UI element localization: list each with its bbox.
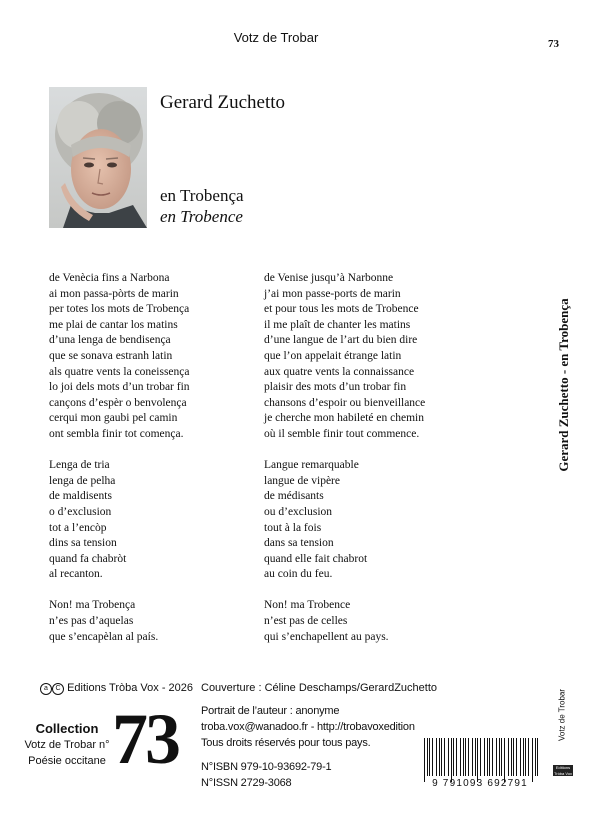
poem-stanza xyxy=(264,271,425,443)
poem-line: dins sa tension xyxy=(49,537,117,550)
portrait-credit: Portrait de l’auteur : anonyme xyxy=(201,705,340,717)
barcode-bar xyxy=(444,738,445,776)
barcode-bar xyxy=(453,738,454,776)
barcode-bar xyxy=(448,738,449,776)
poem-line: de médisants xyxy=(264,490,324,503)
collection-label: Collection xyxy=(35,721,99,736)
barcode-bar xyxy=(492,738,493,776)
poem-line: quand elle fait chabrot xyxy=(264,552,368,565)
running-header-series: Votz de Trobar xyxy=(233,30,319,45)
barcode-bar xyxy=(501,738,502,776)
poem-line: que l’on appelait étrange latin xyxy=(264,349,402,362)
poem-line: n’es pas d’aquelas xyxy=(49,615,134,628)
poem-line: je cherche mon habileté en chemin xyxy=(264,412,424,425)
barcode-bar xyxy=(436,738,437,776)
barcode-bar xyxy=(468,738,469,776)
barcode-icon xyxy=(424,738,542,782)
isbn-line: N°ISBN 979-10-93692-79-1 xyxy=(201,761,332,773)
poem-line: il me plaît de chanter les matins xyxy=(264,318,411,331)
poem-french xyxy=(264,271,425,661)
barcode-bar xyxy=(532,738,533,782)
poem-line: o d’exclusion xyxy=(49,505,112,518)
poem-line: ou d’exclusion xyxy=(264,505,333,518)
poem-line: lenga de pelha xyxy=(49,474,116,487)
poem-line: tot a l’encòp xyxy=(49,521,107,534)
barcode-bar xyxy=(525,738,526,776)
author-portrait xyxy=(49,87,147,228)
barcode-bar xyxy=(511,738,512,776)
poem-line: cerqui mon gaubi pel camin xyxy=(49,412,178,425)
poem-line: que s’encapèlan al país. xyxy=(49,630,159,643)
barcode-bar xyxy=(460,738,461,776)
barcode-bar xyxy=(528,738,529,776)
poem-line: lo joi dels mots d’un trobar fin xyxy=(49,381,190,394)
poem-title-occitan: en Trobença xyxy=(160,186,244,205)
contact-line: troba.vox@wanadoo.fr - http://trobavoxedition xyxy=(201,721,415,733)
spine-series xyxy=(554,680,570,750)
barcode-bar xyxy=(535,738,536,776)
barcode-bar xyxy=(489,738,490,776)
page-number: 73 xyxy=(548,38,559,50)
copyright-icon: C xyxy=(52,683,64,695)
poem-line: al recanton. xyxy=(49,568,103,581)
poem-line: et pour tous les mots de Trobence xyxy=(264,303,419,316)
barcode-bar xyxy=(477,738,478,782)
barcode-bar xyxy=(520,738,521,776)
issn-line: N°ISSN 2729-3068 xyxy=(201,777,292,789)
poem-line: Lenga de tria xyxy=(49,459,110,472)
barcode-bar xyxy=(424,738,425,782)
poem-line: d’una lenga de bendisença xyxy=(49,334,171,347)
barcode-bar xyxy=(429,738,430,776)
poem-line: aux quatre vents la connaissance xyxy=(264,365,415,378)
poem-title-french: en Trobence xyxy=(160,207,243,226)
poem-line: où il semble finir tout commence. xyxy=(264,427,420,440)
barcode-bar xyxy=(508,738,509,776)
poem-line: Non! ma Trobença xyxy=(49,599,136,612)
poem-line: d’une langue de l’art du bien dire xyxy=(264,334,418,347)
poem-stanza xyxy=(49,598,190,645)
barcode-bar xyxy=(504,738,505,782)
spine-series-text: Votz de Trobar xyxy=(557,688,567,742)
barcode-bar xyxy=(537,738,538,776)
poem-line: Non! ma Trobence xyxy=(264,599,351,612)
poem-occitan xyxy=(49,271,190,661)
barcode-bar xyxy=(480,738,481,776)
poem-line: Langue remarquable xyxy=(264,459,359,472)
copyleft-icon: a xyxy=(40,683,52,695)
publisher-name: Editions Tròba Vox - 2026 xyxy=(67,682,194,694)
poem-line: j’ai mon passe-ports de marin xyxy=(264,287,401,300)
barcode-bar xyxy=(513,738,514,776)
barcode-digits: 9 791093 692791 xyxy=(432,778,528,789)
barcode-bar xyxy=(439,738,440,776)
collection-genre: Poésie occitane xyxy=(28,755,106,767)
poem-line: chansons d’espoir ou bienveillance xyxy=(264,396,426,409)
poem-stanza xyxy=(49,458,190,583)
barcode-bar xyxy=(456,738,457,776)
barcode-bar xyxy=(463,738,464,776)
barcode-bar xyxy=(427,738,428,776)
poem-line: cançons d’espèr o benvolença xyxy=(49,396,187,409)
poem-line: qui s’enchapellent au pays. xyxy=(264,630,389,643)
barcode-bar xyxy=(472,738,473,776)
publication-info xyxy=(201,703,415,791)
poem-line: per totes los mots de Trobença xyxy=(49,303,190,316)
poem-line: de maldisents xyxy=(49,490,112,503)
copyright-line xyxy=(40,682,193,695)
poem-line: ont sembla finir tot començа. xyxy=(49,427,184,440)
poem-line: dans sa tension xyxy=(264,537,334,550)
poem-line: n’est pas de celles xyxy=(264,615,348,628)
poem-stanza xyxy=(264,458,425,583)
poem-stanza xyxy=(264,598,425,645)
poem-line: quand fa chabròt xyxy=(49,552,127,565)
barcode-bar xyxy=(432,738,433,776)
poem-line: langue de vipère xyxy=(264,474,340,487)
poem-line: de Venise jusqu’à Narbonne xyxy=(264,272,394,284)
barcode-bar xyxy=(499,738,500,776)
barcode-bar xyxy=(523,738,524,776)
barcode-bar xyxy=(487,738,488,776)
poem-line: de Venècia fins a Narbona xyxy=(49,272,170,284)
cover-credit: Couverture : Céline Deschamps/GerardZuchetto xyxy=(201,682,437,694)
poem-line: au coin du feu. xyxy=(264,568,333,581)
barcode-bar xyxy=(496,738,497,776)
poem-line: tout à la fois xyxy=(264,521,322,534)
rights-line: Tous droits réservés pour tous pays. xyxy=(201,737,371,749)
poem-line: plaisir des mots d’un trobar fin xyxy=(264,381,407,394)
portrait-photo-icon xyxy=(49,87,147,228)
spine-title xyxy=(553,290,575,480)
barcode-bar xyxy=(451,738,452,782)
spine-title-text: Gerard Zuchetto - en Trobença xyxy=(556,298,571,472)
barcode-bar xyxy=(475,738,476,776)
collection-series: Votz de Trobar n° xyxy=(24,739,110,751)
barcode-bar xyxy=(516,738,517,776)
barcode-bar xyxy=(484,738,485,776)
collection-number: 73 xyxy=(112,699,178,779)
publisher-logo: Editions Tròba Vox xyxy=(553,765,573,776)
poem-line: als quatre vents la coneissença xyxy=(49,365,190,378)
author-name: Gerard Zuchetto xyxy=(160,92,286,113)
poem-line: ai mon passa-pòrts de marin xyxy=(49,287,179,300)
poem-stanza xyxy=(49,271,190,443)
barcode-bar xyxy=(465,738,466,776)
poem-line: que se sonava estranh latin xyxy=(49,349,173,362)
poem-line: me plai de cantar los matins xyxy=(49,318,178,331)
barcode-bar xyxy=(441,738,442,776)
